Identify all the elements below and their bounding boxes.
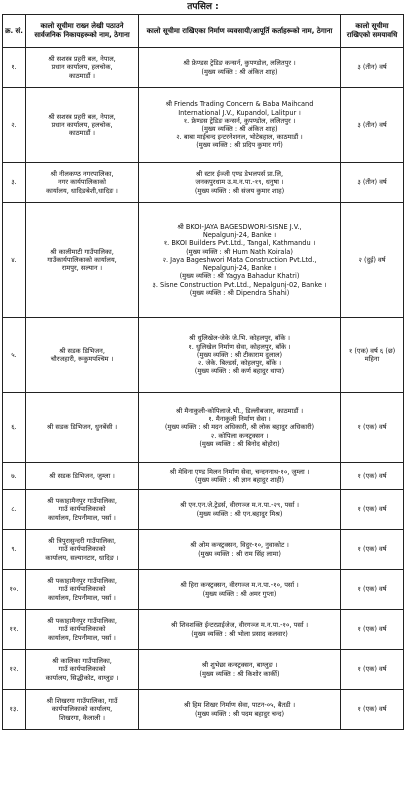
office-line: श्री कालीमाटी गाउँपालिका, <box>50 247 114 256</box>
office-line: श्री शिखरगा गाउँपालिका, गाउँ <box>46 697 118 706</box>
row-sn: १०. <box>3 570 26 610</box>
row-company <box>139 530 341 570</box>
company-line: (मुख्य व्यक्ति : श्री अमर गुप्ता) <box>202 589 277 598</box>
company-line: (मुख्य व्यक्ति : श्री भोला प्रसाद कलवार) <box>191 629 288 638</box>
office-line: श्री सशस्त्र प्रहरी बल, नेपाल, <box>48 55 116 64</box>
row-period: ३ (तीन) वर्ष <box>341 163 404 203</box>
row-company <box>139 88 341 163</box>
row-sn: ३. <box>3 163 26 203</box>
office-line: श्री पकाहामैनपुर गाउँपालिका, <box>47 577 117 586</box>
row-period: १ (एक) वर्ष <box>341 690 404 730</box>
table-row <box>3 318 404 393</box>
office-line: श्री नीलकण्ठ नगरपालिका, <box>50 170 114 179</box>
office-line: श्री सडक डिभिजन, <box>59 346 105 355</box>
office-line: गाउँ कार्यपालिकाको <box>58 585 106 594</box>
table-header-row <box>3 15 404 48</box>
row-period: १ (एक) वर्ष <box>341 650 404 690</box>
header-period: कालो सूचीमा राखिएको समयावधि <box>341 15 404 48</box>
company-line: (मुख्य व्यक्ति : श्री अंकित शाह) <box>201 125 278 133</box>
table-row <box>3 650 404 690</box>
company-line: (मुख्य व्यक्ति : श्री टीकाराम दुलाल) <box>196 350 283 359</box>
company-line: जनकपुरधाम उ.म.न.पा.-१९, धनुषा । <box>195 178 284 187</box>
row-sn: ५. <box>3 318 26 393</box>
office-line: गाउँकार्यपालिकाको कार्यालय, <box>47 255 117 264</box>
table-row <box>3 530 404 570</box>
row-company <box>139 570 341 610</box>
company-line: श्री धुलिखेल-जेके जे.भि. कोहलपुर, बाँके । <box>188 334 291 343</box>
row-sn: १२. <box>3 650 26 690</box>
company-line: १. फ्रेण्डस ट्रेडिङ कन्सर्न, कुपण्डोल, ललितपुर । <box>183 116 296 125</box>
row-office <box>26 490 139 530</box>
company-line: २. कोपिला कन्स्ट्रक्सन । <box>210 431 269 440</box>
office-line: काठमाडौं । <box>68 71 96 80</box>
company-line: श्री फ्रेण्डस ट्रेडिङ कन्सर्न, कुपण्डोल, ललितपुर । <box>183 59 296 68</box>
company-line: श्री स्टार ईञ्जी एण्ड डेभलपर्स प्रा.लि, <box>195 170 284 179</box>
row-company <box>139 163 341 203</box>
office-line: कार्यालय, सिद्धीकोट, वाग्लुङ । <box>45 673 119 682</box>
table-row <box>3 490 404 530</box>
row-period: १ (एक) वर्ष <box>341 530 404 570</box>
row-period: ३ (तीन) वर्ष <box>341 48 404 88</box>
office-line: कार्यालय, धादिङबेशी,धादिङ । <box>46 186 118 195</box>
company-line: १. धुलिखेल निर्माण सेवा, कोहलपुर, बाँके । <box>188 342 291 351</box>
company-line: International J.V., Kupandol, Lalitpur । <box>178 108 301 117</box>
office-line: काठमाडौं । <box>68 129 96 138</box>
row-office <box>26 570 139 610</box>
company-line: श्री शुभेछा कन्स्ट्रक्सन, बाग्लुङ । <box>201 661 278 670</box>
header-company: कालो सूचीमा राखिएका निर्माण व्यवसायी/आपूर्ति कर्ताहरूको नाम, ठेगाना <box>139 15 341 48</box>
row-company <box>139 690 341 730</box>
table-row <box>3 88 404 163</box>
company-line: श्री शिवशक्ति ईन्टरप्राईजेज, वीरगञ्ज म.न.पा.-१०, पर्सा । <box>170 621 309 630</box>
office-line: गाउँ कार्यपालिकाको <box>58 665 106 674</box>
header-office: कालो सूचीमा राख्न लेखी पठाउने सार्वजनिक निकायहरूको नाम, ठेगाना <box>26 15 139 48</box>
row-office <box>26 318 139 393</box>
office-line: प्रधान कार्यालय, हलचोक, <box>51 63 113 72</box>
company-line: (मुख्य व्यक्ति : श्री Yagya Bahadur Khatri) <box>179 272 300 281</box>
table-row <box>3 463 404 490</box>
company-line: (मुख्य व्यक्ति : श्री पदम बहादुर चन्द) <box>194 709 285 718</box>
row-sn: २. <box>3 88 26 163</box>
row-sn: ८. <box>3 490 26 530</box>
company-line: ३. Sisne Construction Pvt.Ltd., Nepalgunj-02, Banke । <box>152 280 327 289</box>
company-line: Nepalgunj-24, Banke । <box>202 231 277 240</box>
company-line: श्री ओम कन्स्ट्रक्सन, विदुर-१०, नुवाकोट । <box>190 541 289 550</box>
row-sn: १३. <box>3 690 26 730</box>
table-row <box>3 393 404 463</box>
company-line: (मुख्य व्यक्ति : श्री ज्ञान बहादुर शाही) <box>194 476 285 484</box>
company-line: (मुख्य व्यक्ति : श्री Dipendra Shahi) <box>189 288 290 297</box>
company-line: श्री हिम शिखर निर्माण सेवा, पाटन-०५, बैतडी । <box>183 701 296 710</box>
office-line: श्री सशस्त्र प्रहरी बल, नेपाल, <box>48 112 116 121</box>
row-company <box>139 393 341 463</box>
company-line: (मुख्य व्यक्ति : श्री अंकित शाह) <box>201 67 278 76</box>
company-line: श्री BKOI-JAYA BAGESDWORI-SISNE J.V., <box>177 222 302 231</box>
row-office <box>26 650 139 690</box>
table-row <box>3 570 404 610</box>
row-company <box>139 650 341 690</box>
blacklist-table <box>2 14 404 730</box>
company-line: श्री एन.एन.जे.ट्रेडर्स, वीरगञ्ज म.न.पा.-२९, पर्सा । <box>179 501 300 510</box>
company-line: २. बाबा माईचन्द इन्टरनेशनल, भोटेबहाल, काठमाडौं । <box>176 133 303 142</box>
row-office <box>26 690 139 730</box>
office-line: श्री सडक डिभिजन, धुनबेंसी । <box>46 423 118 432</box>
page-title: तपसिल : <box>187 2 219 12</box>
company-line: १. BKOI Builders Pvt.Ltd., Tangal, Kathmandu । <box>163 239 316 248</box>
office-line: कार्यालय, टिपनीमाल, पर्सा । <box>48 633 116 642</box>
company-line: (मुख्य व्यक्ति : श्री राम सिंह लामा) <box>198 549 281 558</box>
company-line: श्री Friends Trading Concern & Baba Maihcand <box>165 100 314 109</box>
office-line: श्री सडक डिभिजन, जुम्ला । <box>49 471 115 480</box>
row-sn: ११. <box>3 610 26 650</box>
row-period: १ (एक) वर्ष ६ (छ) महिना <box>341 318 404 393</box>
table-row <box>3 690 404 730</box>
office-line: श्री कालिका गाउँपालिका, <box>52 657 112 666</box>
row-sn: ६. <box>3 393 26 463</box>
row-company <box>139 203 341 318</box>
company-line: (मुख्य व्यक्ति : श्री Hum Nath Koirala) <box>186 247 293 256</box>
company-line: (मुख्य व्यक्ति : श्री किशोर कार्की) <box>199 669 280 678</box>
table-row <box>3 48 404 88</box>
company-line: (मुख्य व्यक्ति : श्री बिनोद बोहोरा) <box>199 439 280 448</box>
company-line: श्री हिरा कन्स्ट्रक्सन, वीरगञ्ज म.न.पा.-१०, पर्सा । <box>180 581 299 590</box>
row-office <box>26 610 139 650</box>
row-company <box>139 463 341 490</box>
row-office <box>26 163 139 203</box>
office-line: श्री पकाहामैनपुर गाउँपालिका, <box>47 497 117 506</box>
office-line: कार्यालय, टिपनीमाल, पर्सा । <box>48 593 116 602</box>
office-line: श्री त्रिपुरासुन्दरी गाउँपालिका, <box>48 537 116 546</box>
row-period: १ (एक) वर्ष <box>341 463 404 490</box>
row-company <box>139 318 341 393</box>
office-line: शिखरगा, कैलाली । <box>59 713 105 722</box>
company-line: श्री मेविना एण्ड मिलन निर्माण सेवा, चन्दननाथ-१०, जुम्ला । <box>169 467 310 476</box>
office-line: श्री पकाहामैनपुर गाउँपालिका, <box>47 617 117 626</box>
office-line: नगर कार्यपालिकाको <box>58 178 106 187</box>
company-line: (मुख्य व्यक्ति : श्री एन.बहादुर मिश्र) <box>196 509 283 518</box>
row-company <box>139 490 341 530</box>
row-office <box>26 530 139 570</box>
office-line: कार्यपालिकाको कार्यालय, <box>51 705 113 714</box>
row-sn: ४. <box>3 203 26 318</box>
company-line: श्री मैनाकुली-कोपिलाजे.भी., डिल्लीबजार, काठमाडौं । <box>175 406 304 415</box>
office-line: कार्यालय, टिपनीमाल, पर्सा । <box>48 513 116 522</box>
row-office <box>26 463 139 490</box>
row-office <box>26 88 139 163</box>
office-line: गाउँ कार्यपालिकाको <box>58 505 106 514</box>
company-line: Nepalgunj-24, Banke । <box>202 264 277 273</box>
office-line: चौरजहारी, रूकुमपश्चिम । <box>50 355 114 363</box>
row-period: १ (एक) वर्ष <box>341 610 404 650</box>
row-period: १ (एक) वर्ष <box>341 393 404 463</box>
company-line: (मुख्य व्यक्ति : श्री संजय कुमार शाह) <box>194 186 285 195</box>
company-line: (मुख्य व्यक्ति : श्री कर्ण बहादुर थापा) <box>194 367 285 376</box>
office-line: गाउँ कार्यपालिकाको <box>58 625 106 634</box>
row-office <box>26 393 139 463</box>
table-body <box>3 48 404 730</box>
row-office <box>26 203 139 318</box>
row-period: २ (दुई) वर्ष <box>341 203 404 318</box>
office-line: प्रधान कार्यालय, हलचोक, <box>51 120 113 129</box>
row-sn: ७. <box>3 463 26 490</box>
header-sn: क्र. सं. <box>3 15 26 48</box>
company-line: १. मैनाकुली निर्माण सेवा । <box>208 415 271 424</box>
office-line: रामपुर, सल्यान । <box>61 264 103 273</box>
row-office <box>26 48 139 88</box>
row-period: १ (एक) वर्ष <box>341 570 404 610</box>
company-line: २. जेके. बिल्डर्स, कोहलपुर, बाँके । <box>197 359 282 368</box>
row-company <box>139 610 341 650</box>
row-sn: ९. <box>3 530 26 570</box>
office-line: गाउँ कार्यपालिकाको <box>58 545 106 554</box>
row-period: १ (एक) वर्ष <box>341 490 404 530</box>
company-line: (मुख्य व्यक्ति : श्री प्रदिप कुमार गर्ग) <box>196 141 283 150</box>
company-line: २. Jaya Bageshwori Mata Construction Pvt.Ltd., <box>162 255 317 264</box>
row-company <box>139 48 341 88</box>
table-row <box>3 610 404 650</box>
table-row <box>3 203 404 318</box>
office-line: कार्यालय, सल्यानटार, धादिङ । <box>45 553 119 562</box>
table-row <box>3 163 404 203</box>
row-period: ३ (तीन) वर्ष <box>341 88 404 163</box>
row-sn: १. <box>3 48 26 88</box>
company-line: (मुख्य व्यक्ति : श्री मदन अधिकारी, श्री लोक बहादुर अधिकारी) <box>164 423 315 432</box>
